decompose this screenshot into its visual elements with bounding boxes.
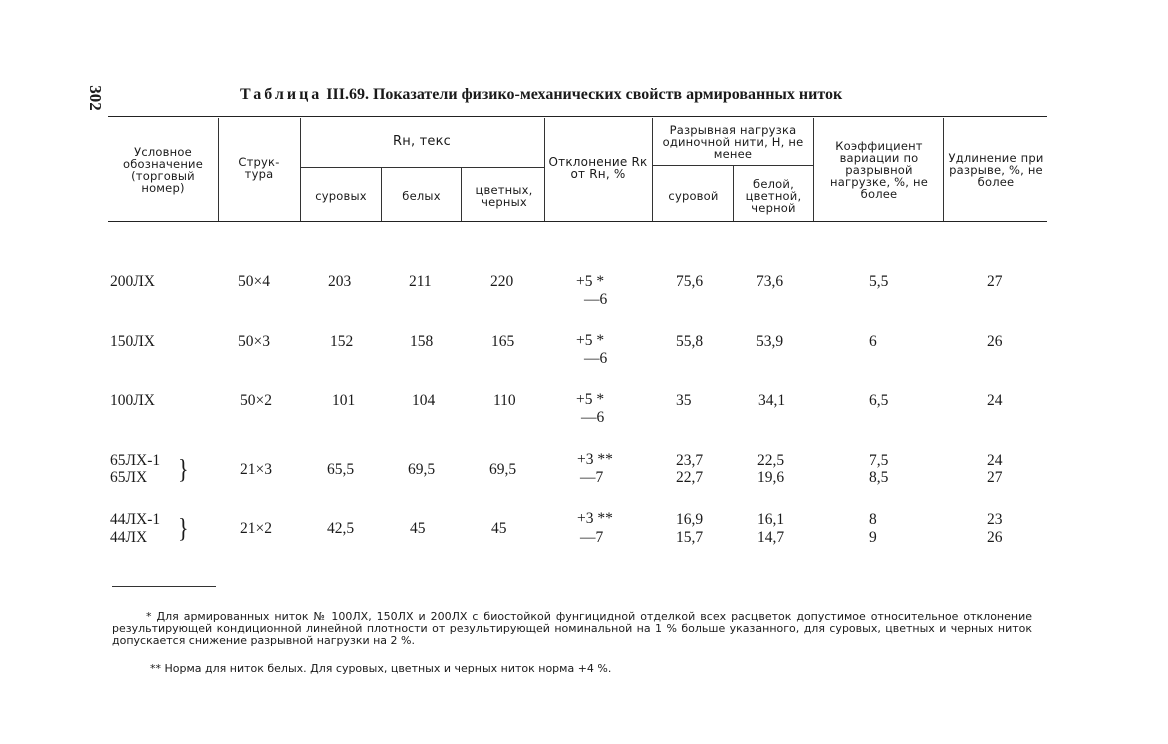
row-load-raw: 75,6	[676, 273, 704, 290]
header-rn: Rн, текс	[393, 134, 451, 149]
row-name: 100ЛХ	[110, 392, 155, 409]
curly-brace-icon: }	[178, 511, 189, 543]
caption-title: Показатели физико-механических свойств армированных ниток	[372, 86, 843, 103]
row-variation: 7,5	[869, 452, 889, 469]
header-divider	[381, 168, 382, 221]
row-deviation-minus: —6	[584, 350, 608, 367]
header-subrule	[301, 167, 544, 168]
row-rn-raw: 152	[330, 333, 354, 350]
row-rn-raw: 101	[332, 392, 356, 409]
row-deviation-minus: —6	[581, 409, 605, 426]
header-deviation: Отклонение Rк от Rн, %	[548, 155, 648, 181]
row-deviation-plus: +5 *	[576, 273, 605, 290]
row-load-white: 73,6	[756, 273, 784, 290]
row-rn-colored: 165	[491, 333, 515, 350]
row-elongation: 24	[987, 392, 1003, 409]
header-divider	[544, 118, 545, 221]
row-variation: 5,5	[869, 273, 889, 290]
row-name: 65ЛХ	[110, 469, 148, 486]
header-divider	[300, 118, 301, 221]
row-variation: 8,5	[869, 469, 889, 486]
caption-number: III.69.	[326, 86, 369, 103]
row-variation: 6,5	[869, 392, 889, 409]
row-load-raw: 16,9	[676, 511, 704, 528]
header-structure: Струк-тура	[238, 155, 280, 181]
row-elongation: 24	[987, 452, 1003, 469]
row-rn-raw: 42,5	[327, 520, 355, 537]
row-deviation-minus: —6	[584, 291, 608, 308]
row-deviation-plus: +5 *	[576, 391, 605, 408]
header-load: Разрывная нагрузка одиночной нити, Н, не менее	[662, 123, 804, 161]
row-load-raw: 15,7	[676, 529, 704, 546]
row-elongation: 27	[987, 469, 1003, 486]
row-structure: 21×2	[240, 520, 272, 537]
header-divider	[943, 118, 944, 221]
row-variation: 6	[869, 333, 877, 350]
row-load-white: 34,1	[758, 392, 786, 409]
row-name: 65ЛХ-1	[110, 452, 161, 469]
header-elongation: Удлинение при разрыве, %, не более	[948, 151, 1044, 189]
curly-brace-icon: }	[178, 452, 189, 484]
row-name: 44ЛХ	[110, 529, 148, 546]
header-divider	[461, 168, 462, 221]
row-name: 44ЛХ-1	[110, 511, 161, 528]
row-deviation-plus: +5 *	[576, 332, 605, 349]
row-structure: 50×2	[240, 392, 272, 409]
row-load-raw: 22,7	[676, 469, 704, 486]
header-subrule	[653, 165, 813, 166]
header-rn-raw: суровых	[315, 189, 367, 203]
row-name: 200ЛХ	[110, 273, 155, 290]
row-elongation: 26	[987, 529, 1003, 546]
table-caption	[240, 86, 842, 104]
row-rn-colored: 69,5	[489, 461, 517, 478]
footnote-single-asterisk: * Для армированных ниток № 100ЛХ, 150ЛХ и 200ЛХ с биостойкой фунгицидной отделкой всех расцветок допустимое относительное отклонение результирующей кондиционной линейной плотности от результирующей номинальной на 1 % больше указанного, для суровых, цветных и черных ниток допускается снижение разрывной нагрузки на 2 %.	[112, 610, 1032, 647]
row-structure: 50×3	[238, 333, 270, 350]
header-load-white: белой, цветной, черной	[745, 177, 802, 215]
row-deviation-minus: —7	[580, 529, 604, 546]
row-rn-raw: 65,5	[327, 461, 355, 478]
caption-label: Таблица	[240, 86, 323, 103]
row-load-white: 53,9	[756, 333, 784, 350]
row-rn-white: 69,5	[408, 461, 436, 478]
row-deviation-plus: +3 **	[577, 451, 613, 468]
row-rn-colored: 45	[491, 520, 507, 537]
header-divider	[652, 118, 653, 221]
row-rn-raw: 203	[328, 273, 352, 290]
header-divider	[733, 166, 734, 221]
row-variation: 9	[869, 529, 877, 546]
row-rn-white: 104	[412, 392, 436, 409]
row-load-white: 16,1	[757, 511, 785, 528]
row-structure: 50×4	[238, 273, 270, 290]
page-number: 302	[86, 85, 105, 111]
row-deviation-minus: —7	[580, 469, 604, 486]
row-structure: 21×3	[240, 461, 272, 478]
row-rn-white: 158	[410, 333, 434, 350]
footnote-rule	[112, 586, 216, 587]
header-divider	[813, 118, 814, 221]
row-elongation: 26	[987, 333, 1003, 350]
row-rn-white: 211	[409, 273, 432, 290]
header-rn-white: белых	[402, 189, 441, 203]
row-name: 150ЛХ	[110, 333, 155, 350]
header-variation: Коэффициент вариации по разрывной нагрузке, %, не более	[830, 139, 928, 201]
header-load-raw: суровой	[668, 189, 719, 203]
row-load-raw: 35	[676, 392, 692, 409]
table-top-rule	[108, 116, 1047, 117]
header-rn-colored: цветных, черных	[475, 183, 533, 209]
row-elongation: 23	[987, 511, 1003, 528]
row-load-white: 14,7	[757, 529, 785, 546]
row-elongation: 27	[987, 273, 1003, 290]
row-variation: 8	[869, 511, 877, 528]
table-header-rule	[108, 221, 1047, 222]
row-rn-colored: 220	[490, 273, 514, 290]
row-deviation-plus: +3 **	[577, 510, 613, 527]
footnote-double-asterisk: ** Норма для ниток белых. Для суровых, цветных и черных ниток норма +4 %.	[150, 662, 612, 675]
header-designation: Условное обозначение (торговый номер)	[123, 145, 203, 195]
row-load-white: 19,6	[757, 469, 785, 486]
row-rn-white: 45	[410, 520, 426, 537]
row-load-raw: 23,7	[676, 452, 704, 469]
row-load-raw: 55,8	[676, 333, 704, 350]
header-divider	[218, 118, 219, 221]
row-load-white: 22,5	[757, 452, 785, 469]
row-rn-colored: 110	[493, 392, 516, 409]
